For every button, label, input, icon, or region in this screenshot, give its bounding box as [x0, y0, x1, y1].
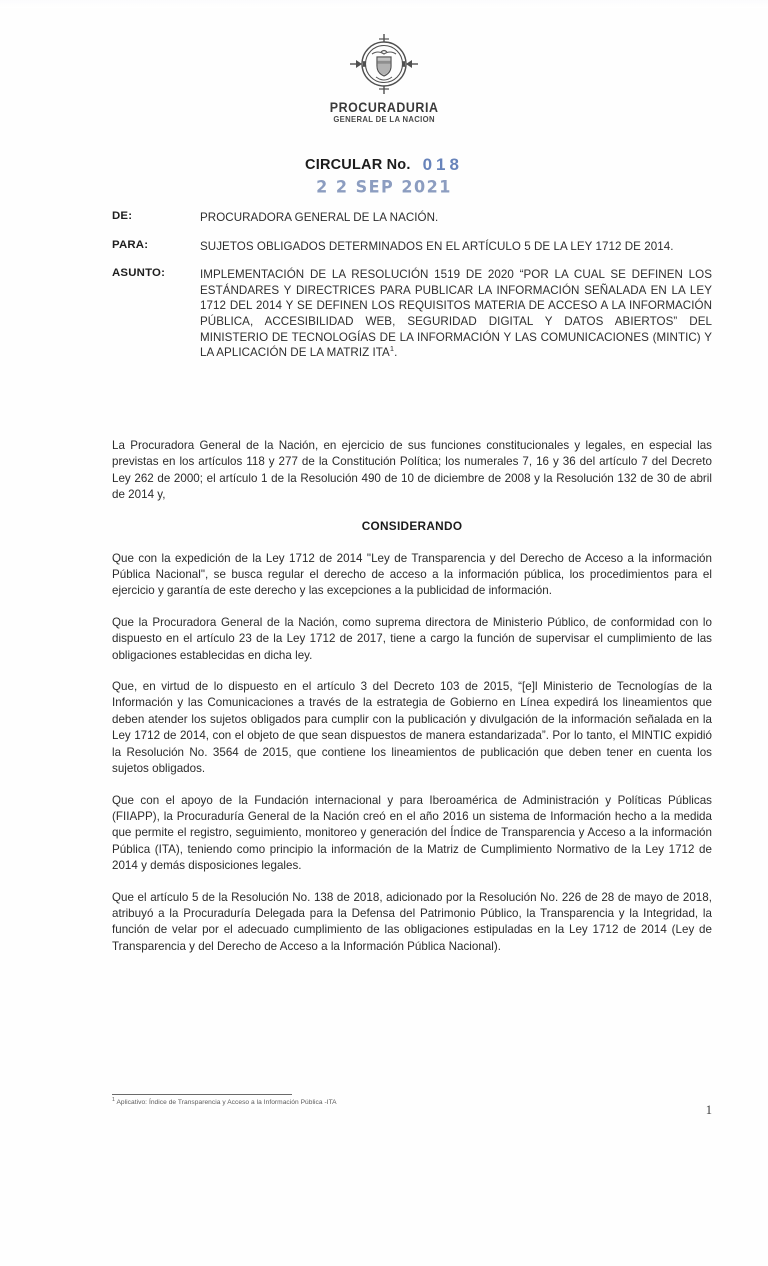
page-number: 1: [705, 1103, 712, 1117]
intro-paragraph: La Procuradora General de la Nación, en ejercicio de sus funciones constitucionales y legales, en especial las previstas en los artículos 118 y 277 de la Constitución Política; los numerales 7, 16 y 36 del artículo 7 del Decreto Ley 262 de 2000; el artículo 1 de la Resolución 490 de 10 de diciembre de 2008 y la Resolución 132 de 30 de abril de 2014 y,: [112, 439, 712, 502]
field-label-de: DE:: [112, 210, 133, 222]
footnote-marker: 1: [112, 1096, 115, 1103]
footnote-separator-rule: [112, 1094, 292, 1095]
field-value-para: SUJETOS OBLIGADOS DETERMINADOS EN EL ARTÍCULO 5 DE LA LEY 1712 DE 2014.: [200, 239, 674, 253]
wordmark-line-1: PROCURADURIA: [329, 100, 439, 115]
considerando-heading: CONSIDERANDO: [361, 518, 463, 533]
considerando-paragraph-4: Que con el apoyo de la Fundación internacional y para Iberoamérica de Administración y Políticas Públicas (FIIAPP), la Procuraduría General de la Nación creó en el año 2016 un sistema de Información hecho a la medida que permite el registro, seguimiento, monitoreo y generación del Índice de Transparencia y Acceso a la información Pública (ITA), teniendo como principio la información de la Matriz de Cumplimiento Normativo de la Ley 1712 de 2014 y demás disposiciones legales.: [112, 793, 712, 873]
field-row-asunto: [112, 267, 712, 361]
field-label-para: PARA:: [112, 238, 149, 251]
letterhead: [0, 30, 768, 124]
field-value-asunto-text: IMPLEMENTACIÓN DE LA RESOLUCIÓN 1519 DE 2020 “POR LA CUAL SE DEFINEN LOS ESTÁNDARES Y DIRECTRICES PARA PUBLICAR LA INFORMACIÓN SEÑALADA EN LA LEY 1712 DEL 2014 Y SE DEFINEN LOS REQUISITOS MATERIA DE ACCESO A LA INFORMACIÓN PÚBLICA, ACCESIBILIDAD WEB, SEGURIDAD DIGITAL Y DATOS ABIERTOS” DEL MINISTERIO DE TECNOLOGÍAS DE LA INFORMACIÓN Y LAS COMUNICACIONES (MINTIC) Y LA APLICACIÓN DE LA MATRIZ ITA: [200, 268, 712, 360]
circular-number-line: [0, 155, 768, 175]
considerando-paragraph-1: Que con la expedición de la Ley 1712 de 2014 "Ley de Transparencia y del Derecho de Acceso a la información Pública Nacional", se busca regular el derecho de acceso a la información pública, los procedimientos para el ejercicio y garantía de este derecho y las excepciones a la publicidad de información.: [112, 551, 712, 598]
considerando-paragraph-2: Que la Procuradora General de la Nación, como suprema directora de Ministerio Público, de conformidad con lo dispuesto en el artículo 23 de la Ley 1712 de 2017, tiene a cargo la función de supervisar el cumplimiento de las obligaciones establecidas en dicha ley.: [112, 615, 712, 662]
asunto-footnote-marker: 1: [389, 344, 395, 354]
field-row-de: [112, 210, 712, 226]
date-stamp-text: 2 2 SEP 2021: [316, 176, 452, 197]
wordmark-line-2: GENERAL DE LA NACION: [333, 114, 435, 124]
procuraduria-wordmark: [325, 101, 443, 124]
scan-tint: [0, 0, 768, 8]
procuraduria-coat-of-arms-emblem: [348, 30, 420, 98]
considerando-paragraph-5: Que el artículo 5 de la Resolución No. 138 de 2018, adicionado por la Resolución No. 226 de 28 de mayo de 2018, atribuyó a la Procuraduría Delegada para la Defensa del Patrimonio Público, la Transparencia y la Integridad, la función de velar por el adecuado cumplimiento de las obligaciones estipuladas en la Ley 1712 de 2014 (Ley de Transparencia y del Derecho de Acceso a la Información Pública Nacional).: [112, 890, 712, 953]
considerando-paragraph-3: Que, en virtud de lo dispuesto en el artículo 3 del Decreto 103 de 2015, “[e]l Ministerio de Tecnologías de la Información y las Comunicaciones a través de la estrategia de Gobierno en Línea expedirá los lineamientos que deben atender los sujetos obligados para cumplir con la publicación y divulgación de la información señalada en la Ley 1712 de 2014, con el objeto de que sean dispuestos de manera estandarizada”. Por lo tanto, el MINTIC expidió la Resolución No. 3564 de 2015, que contiene los lineamientos de publicación que deben tener en cuenta los sujetos obligados.: [112, 680, 712, 776]
document-body: [112, 438, 712, 970]
asunto-value-tail: .: [394, 346, 398, 360]
footnote-text: [112, 1098, 712, 1107]
date-stamp: [0, 177, 768, 197]
header-fields-block: [112, 210, 712, 374]
field-value-asunto: [200, 267, 712, 361]
footnote-area: [112, 1094, 712, 1107]
circular-number-stamp: 018: [422, 155, 463, 174]
circular-label: CIRCULAR No.: [305, 157, 411, 173]
footnote-body: Aplicativo: Índice de Transparencia y Acceso a la Información Pública -ITA: [114, 1099, 337, 1106]
field-row-para: [112, 239, 712, 255]
field-label-asunto: ASUNTO:: [112, 267, 166, 280]
field-value-de: PROCURADORA GENERAL DE LA NACIÓN.: [200, 211, 439, 224]
